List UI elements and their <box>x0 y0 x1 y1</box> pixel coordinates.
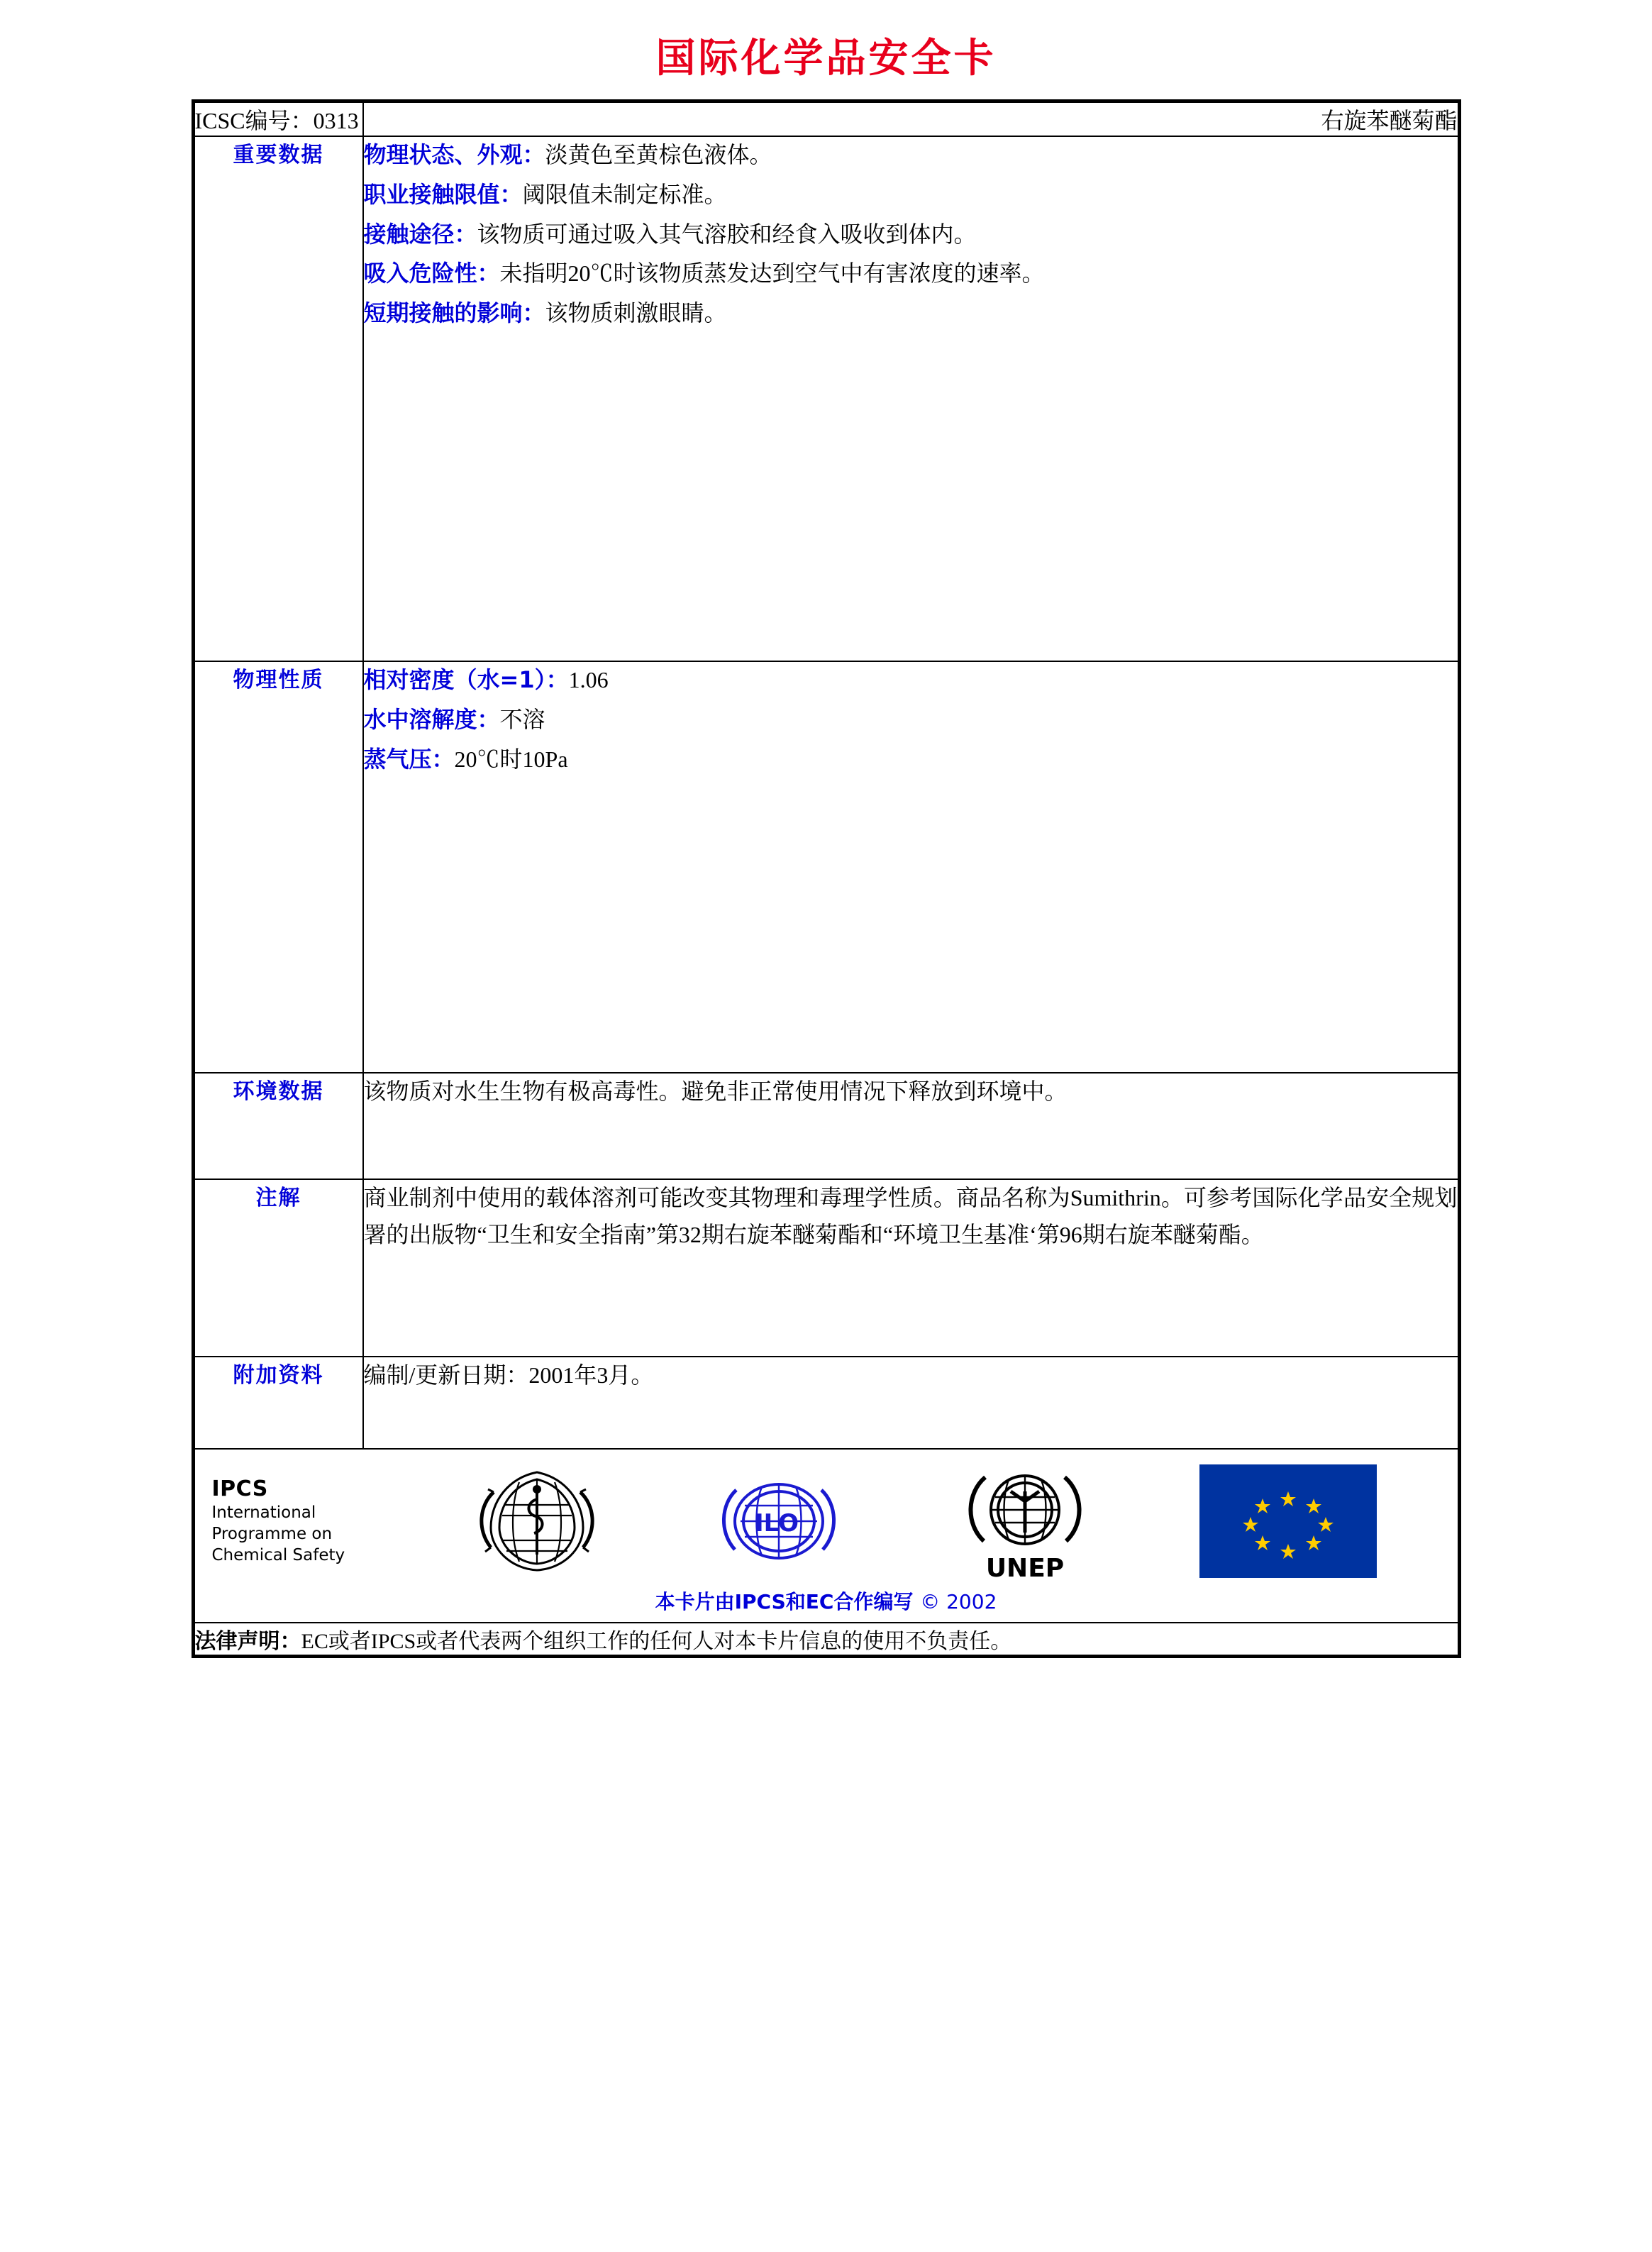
entry-water-solubility <box>364 702 1458 739</box>
ipcs-line-2: Programme on <box>211 1525 333 1544</box>
ipcs-line-3: Chemical Safety <box>211 1545 345 1564</box>
entry-key: 相对密度（水=1）： <box>363 666 569 693</box>
ipcs-block <box>202 1475 418 1567</box>
ipcs-line-1: International <box>211 1503 316 1523</box>
entry-physical-state <box>364 137 1458 174</box>
entry-key: 蒸气压： <box>363 745 455 773</box>
footer-credit <box>195 1586 1458 1622</box>
entry-key: 吸入危险性： <box>363 260 500 287</box>
entry-value: 20℃时10Pa <box>454 746 568 772</box>
entry-value: 阈限值未制定标准。 <box>522 181 727 207</box>
section-body-important-data <box>363 136 1458 661</box>
entry-value: 未指明20℃时该物质蒸发达到空气中有害浓度的速率。 <box>499 260 1045 287</box>
section-label-notes: 注解 <box>194 1179 363 1357</box>
entry-short-term-effects <box>364 295 1458 332</box>
ilo-logo <box>708 1464 850 1578</box>
footer-cell <box>194 1449 1458 1623</box>
icsc-number-cell <box>194 102 363 136</box>
section-row-environmental-data <box>194 1073 1458 1179</box>
entry-value: 不溶 <box>499 706 545 732</box>
footer-credit-text: 本卡片由IPCS和EC合作编写 <box>655 1590 914 1613</box>
legal-row <box>194 1623 1458 1655</box>
section-row-important-data <box>194 136 1458 661</box>
section-row-physical-properties <box>194 661 1458 1073</box>
ipcs-title: IPCS <box>211 1477 268 1502</box>
entry-routes-of-exposure <box>364 216 1458 253</box>
entry-key: 短期接触的影响： <box>363 299 545 327</box>
section-label-additional-information: 附加资料 <box>194 1357 363 1449</box>
substance-name-cell: 右旋苯醚菊酯 <box>363 102 1458 136</box>
who-logo <box>470 1462 604 1579</box>
legal-text: EC或者IPCS或者代表两个组织工作的任何人对本卡片信息的使用不负责任。 <box>301 1630 1012 1653</box>
section-body-environmental-data: 该物质对水生生物有极高毒性。避免非正常使用情况下释放到环境中。 <box>363 1078 1068 1104</box>
entry-exposure-limits <box>364 177 1458 214</box>
entry-key: 职业接触限值： <box>363 180 523 208</box>
footer-logos-row <box>195 1450 1458 1586</box>
section-label-physical-properties: 物理性质 <box>194 661 363 1073</box>
footer-row <box>194 1449 1458 1623</box>
entry-value: 该物质刺激眼睛。 <box>545 300 727 326</box>
legal-cell <box>194 1623 1458 1655</box>
entry-value: 淡黄色至黄棕色液体。 <box>545 142 772 167</box>
page-title: 国际化学品安全卡 <box>655 35 997 82</box>
icsc-number: 0313 <box>313 108 359 133</box>
safety-card <box>192 99 1461 1658</box>
unep-logo <box>954 1459 1096 1583</box>
section-label-important-data: 重要数据 <box>194 136 363 661</box>
card-header-row <box>194 102 1458 136</box>
section-row-additional-information <box>194 1357 1458 1449</box>
entry-vapour-pressure <box>364 741 1458 778</box>
entry-key: 物理状态、外观： <box>363 141 545 168</box>
svg-text:ILO: ILO <box>755 1508 799 1538</box>
entry-relative-density <box>364 662 1458 699</box>
eu-flag <box>1199 1464 1377 1578</box>
entry-value: 1.06 <box>568 667 609 692</box>
section-body-additional-information: 编制/更新日期：2001年3月。 <box>363 1362 654 1388</box>
icsc-label: ICSC编号： <box>194 108 314 133</box>
entry-inhalation-risk <box>364 255 1458 292</box>
entry-key: 水中溶解度： <box>363 705 500 733</box>
logos-container <box>418 1459 1451 1583</box>
legal-label: 法律声明： <box>194 1629 301 1654</box>
entry-value: 该物质可通过吸入其气溶胶和经食入吸收到体内。 <box>477 221 977 247</box>
safety-card-table <box>194 101 1459 1656</box>
section-label-environmental-data: 环境数据 <box>194 1073 363 1179</box>
entry-key: 接触途径： <box>363 220 477 248</box>
footer-copyright: © 2002 <box>920 1590 997 1613</box>
section-body-physical-properties <box>363 661 1458 1073</box>
section-body-notes: 商业制剂中使用的载体溶剂可能改变其物理和毒理学性质。商品名称为Sumithrin。可参考国际化学品安全规划署的出版物“卫生和安全指南”第32期右旋苯醚菊酯和“环境卫生基准‘第96期右旋苯醚菊酯。 <box>363 1185 1458 1247</box>
section-row-notes <box>194 1179 1458 1357</box>
unep-logo-caption: UNEP <box>985 1554 1064 1583</box>
